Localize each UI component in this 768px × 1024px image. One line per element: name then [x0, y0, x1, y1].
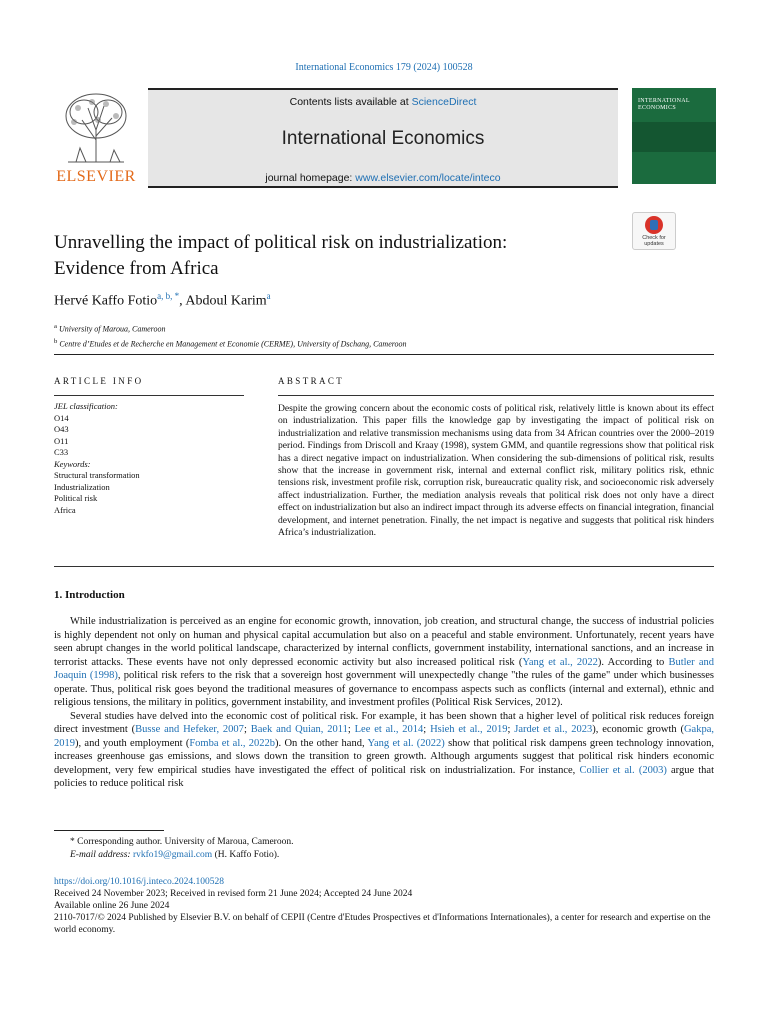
jel-code: O11 [54, 435, 69, 446]
journal-header-box [148, 88, 618, 188]
divider [54, 395, 244, 396]
abstract-heading: ABSTRACT [278, 376, 345, 386]
paragraph-text: , political risk refers to the risk that a sovereign host government will unexpectedly change "the rules of the game" under which businesses operate. Thus, political risk goes beyond the traditional measures of governance to encompass aspects such as conflicts (internal and external), ethnic and religious tensions, the military in politics, government instability, and investment profiles (Political Risk Services, 2012). [54, 670, 714, 708]
citation-link[interactable]: Jardet et al., 2023 [514, 724, 593, 735]
keyword: Political risk [54, 493, 98, 503]
paragraph-text: ). According to [597, 656, 669, 668]
received-dates: Received 24 November 2023; Received in revised form 21 June 2024; Accepted 24 June 2024 [54, 889, 413, 899]
elsevier-tree-icon [58, 90, 134, 164]
article-title-line-2: Evidence from Africa [54, 258, 219, 279]
check-for-updates-button[interactable] [632, 212, 676, 250]
author-separator: , [179, 293, 186, 309]
affiliation-a [54, 321, 407, 336]
check-updates-line-2: updates [644, 241, 664, 247]
affiliation-text: Centre d’Etudes et de Recherche en Management et Economie (CERME), University of Dschang, Cameroon [59, 339, 407, 349]
body-text [54, 615, 714, 791]
copyright: 2110-7017/© 2024 Published by Elsevier B.V. on behalf of CEPII (Centre d'Etudes Prospectives et d'Informations Internationales), a center for research and expertise on the world economy. [54, 913, 711, 935]
paragraph-text: While industrialization is perceived as an engine for economic growth, innovation, job creation, and structural change, the success of industrial policies is highly dependent not only on human and physical capital accumulation but also on a peaceful and stable environment. Unfortunately, recent years have seen abrupt changes in the world political landscape, characterized by internal conflicts, government instability, international sanctions, and an increase in terrorist attacks. These events have not only depressed economic activity but also increased political risk ( [54, 616, 714, 668]
article-title-line-1: Unravelling the impact of political risk on industrialization: [54, 232, 508, 253]
article-metadata [54, 876, 714, 936]
journal-citation [0, 62, 768, 73]
citation-link[interactable]: Collier et al. (2003) [579, 764, 667, 776]
paragraph [54, 710, 714, 791]
author-list [54, 291, 271, 310]
article-title [54, 230, 624, 282]
affiliation-mark: b [54, 337, 58, 345]
article-info [54, 401, 244, 516]
homepage-prefix: journal homepage: [265, 172, 356, 184]
keywords-label: Keywords: [54, 458, 91, 469]
journal-title: International Economics [281, 128, 485, 149]
available-online: Available online 26 June 2024 [54, 901, 170, 911]
masthead [52, 88, 716, 186]
footnote-mark: * [70, 837, 75, 847]
abstract-text: Despite the growing concern about the economic costs of political risk, relatively little is known about its effect on industrialization. This paper fills the knowledge gap by investigating the impact of political risk on industrialization and relative transmission mechanisms using data from 34 African countries over the 2000–2019 period. Findings from Driscoll and Kraay (1998), system GMM, and quantile regressions show that political risk has a direct negative impact on industrialization. When considering the sub-dimensions of political risk, results show that the increase in government risk, internal and external conflict risk, military politics risk, ethnic tensions risk, investment profile risk, corruption risk, bureaucratic quality risk, and socioeconomic risk adversely affect industrialization. Further, the mediation analysis reveals that political risk does not only have a direct effect on industrialization but also an indirect impact through its adverse effects on financial integration, financial development, and internet penetration. Finally, the net impact is negative and suggests that political risk hinders Africa’s industrialization. [278, 403, 715, 539]
corresponding-author-text: Corresponding author. University of Maroua, Cameroon. [77, 837, 294, 847]
homepage-line [148, 172, 618, 184]
citation-link[interactable]: Butler and Joaquin (1998) [54, 656, 715, 681]
jel-code: C33 [54, 447, 69, 457]
journal-homepage-link[interactable]: www.elsevier.com/locate/inteco [355, 172, 501, 184]
publisher-logo[interactable] [52, 88, 140, 186]
paragraph-text: argue that policies to reduce political risk [54, 764, 714, 789]
sciencedirect-link[interactable]: ScienceDirect [411, 96, 477, 108]
affiliation-mark: a [54, 323, 57, 330]
jel-label: JEL classification: [54, 401, 118, 411]
paragraph [54, 615, 714, 710]
jel-code: O14 [54, 412, 69, 423]
citation-link[interactable]: Gakpa, 2019 [54, 724, 714, 749]
cover-title [638, 98, 710, 112]
email-suffix: (H. Kaffo Fotio). [212, 849, 280, 860]
divider [278, 395, 714, 396]
journal-citation-link[interactable]: International Economics 179 (2024) 100528 [295, 62, 473, 73]
publisher-name: ELSEVIER [56, 168, 136, 185]
check-updates-line-1: Check for [642, 235, 666, 241]
divider [54, 354, 714, 355]
check-updates-label [633, 235, 675, 247]
author-affiliation-link[interactable]: a, b, * [157, 291, 180, 301]
author-name: Abdoul Karim [185, 293, 267, 309]
paragraph-text: show that political risk dampens green technology innovation, increases greenhouse gas emissions, and slows down the transition to green growth. Although arguments suggest that political risk hinders economic development, very few empirical studies have investigated the effect of political risk on industrialization. For instance, [54, 737, 714, 776]
section-heading: 1. Introduction [54, 589, 125, 601]
affiliations [54, 321, 407, 350]
paragraph-text: ; [347, 724, 355, 735]
affiliation-b [54, 336, 407, 351]
corresponding-author-note [54, 836, 714, 849]
paragraph-text: ; [423, 724, 431, 735]
citation-link[interactable]: Hsieh et al., 2019 [430, 724, 508, 735]
email-label: E-mail address: [70, 849, 133, 860]
citation-link[interactable]: Fomba et al., 2022b [189, 737, 276, 749]
contents-prefix: Contents lists available at [289, 96, 412, 108]
paragraph-text: ). On the other hand, [275, 737, 368, 749]
footnote-divider [54, 830, 164, 831]
email-note [54, 849, 714, 862]
cover-band [632, 122, 716, 152]
paragraph-text: Several studies have delved into the economic cost of political risk. For example, it has been shown that a higher level of political risk reduces foreign direct investment ( [54, 710, 714, 735]
jel-code: O43 [54, 424, 69, 434]
journal-cover-image[interactable] [632, 88, 716, 184]
citation-link[interactable]: Lee et al., 2014 [354, 724, 424, 735]
keyword: Africa [54, 504, 76, 515]
citation-link[interactable]: Yang et al. (2022) [367, 737, 445, 749]
citation-link[interactable]: Busse and Hefeker, 2007 [135, 724, 244, 735]
cover-title-line-1: INTERNATIONAL [638, 98, 690, 104]
keyword: Structural transformation [54, 470, 140, 480]
email-link[interactable]: rvkfo19@gmail.com [132, 849, 213, 860]
author-name: Hervé Kaffo Fotio [54, 293, 158, 309]
doi-link[interactable]: https://doi.org/10.1016/j.inteco.2024.100528 [54, 877, 225, 887]
divider [54, 566, 714, 567]
keyword: Industrialization [54, 481, 110, 492]
paragraph-text: ), economic growth ( [592, 724, 684, 735]
paragraph-text: ; [507, 724, 515, 735]
citation-link[interactable]: Baek and Quian, 2011 [250, 724, 348, 735]
citation-link[interactable]: Yang et al., 2022 [522, 656, 598, 668]
contents-line [148, 96, 618, 108]
article-info-heading: ARTICLE INFO [54, 376, 144, 386]
check-updates-icon [645, 216, 663, 234]
cover-title-line-2: ECONOMICS [638, 105, 677, 111]
footnote [54, 836, 714, 861]
paragraph-text: ; [243, 724, 251, 735]
author-affiliation-link[interactable]: a [266, 291, 271, 301]
affiliation-text: University of Maroua, Cameroon [58, 324, 166, 334]
paragraph-text: ), and youth employment ( [75, 737, 190, 749]
